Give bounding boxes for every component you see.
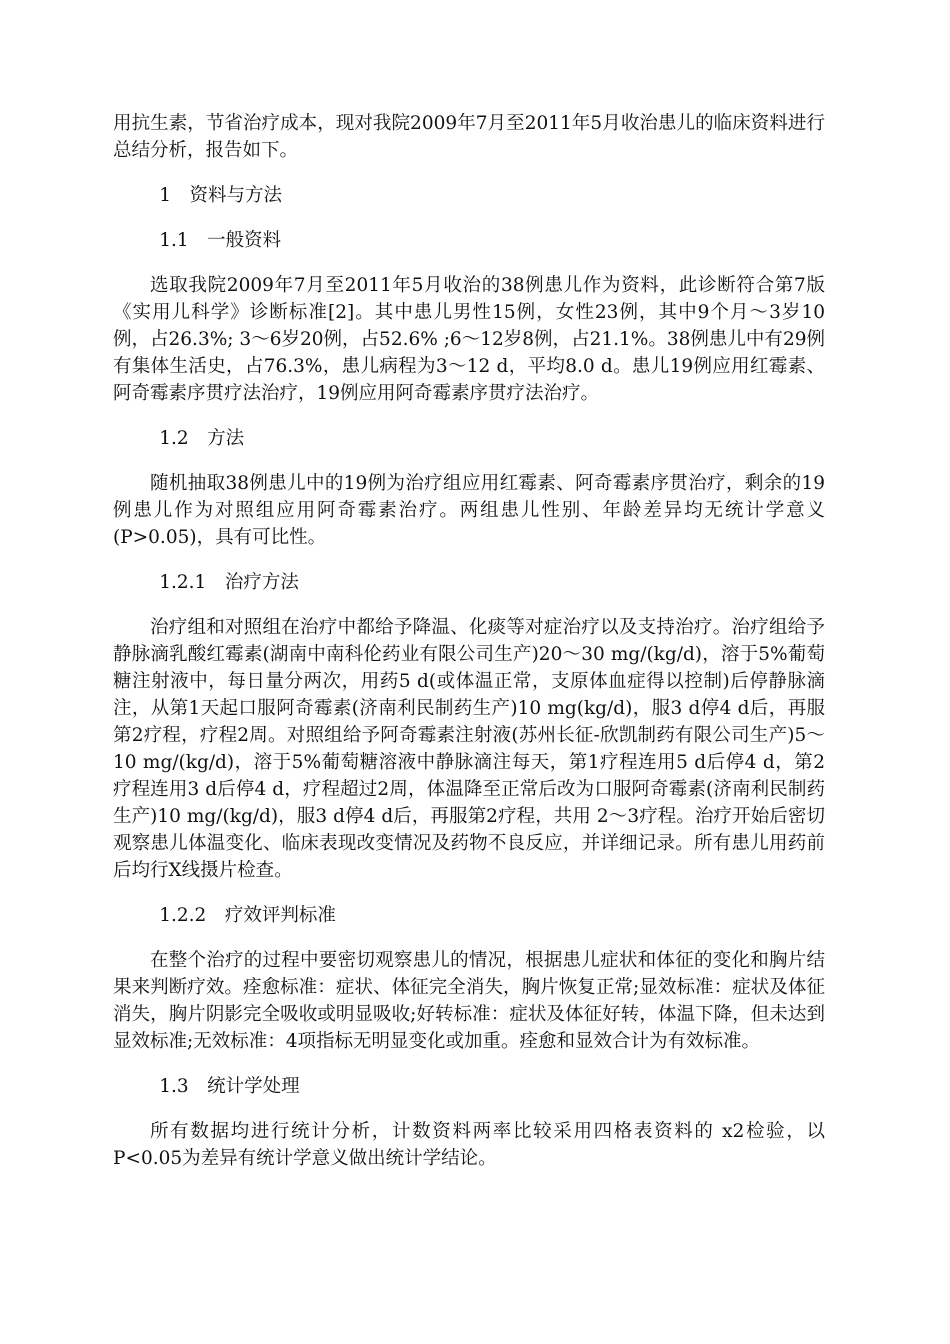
heading-method: 1.2 方法 (159, 428, 245, 449)
method-paragraph: 随机抽取38例患儿中的19例为治疗组应用红霉素、阿奇霉素序贯治疗，剩余的19例患儿作为对照组应用阿奇霉素治疗。两组患儿性别、年龄差异均无统计学意义(P>0.05)，具有可比性。 (113, 473, 825, 548)
heading-efficacy-criteria: 1.2.2 疗效评判标准 (159, 905, 336, 926)
statistics-paragraph: 所有数据均进行统计分析，计数资料两率比较采用四格表资料的 x2检验，以P<0.05为差异有统计学意义做出统计学结论。 (113, 1121, 825, 1169)
general-data-paragraph: 选取我院2009年7月至2011年5月收治的38例患儿作为资料，此诊断符合第7版《实用儿科学》诊断标准[2]。其中患儿男性15例，女性23例，其中9个月～3岁10例，占26.3%; 3～6岁20例，占52.6% ;6～12岁8例，占21.1%。38例患儿中有29例有集体生活史，占76.3%，患儿病程为3～12 d，平均8.0 d。患儿19例应用红霉素、阿奇霉素序贯疗法治疗，19例应用阿奇霉素序贯疗法治疗。 (113, 275, 825, 404)
heading-statistics: 1.3 统计学处理 (159, 1076, 300, 1097)
heading-treatment-method: 1.2.1 治疗方法 (159, 572, 299, 593)
heading-general-data: 1.1 一般资料 (159, 230, 282, 251)
document-page (113, 110, 825, 1172)
heading-materials-methods: 1 资料与方法 (159, 185, 283, 206)
intro-paragraph: 用抗生素，节省治疗成本，现对我院2009年7月至2011年5月收治患儿的临床资料进行总结分析，报告如下。 (113, 113, 825, 161)
criteria-paragraph: 在整个治疗的过程中要密切观察患儿的情况，根据患儿症状和体征的变化和胸片结果来判断疗效。痊愈标准：症状、体征完全消失，胸片恢复正常;显效标准：症状及体征消失，胸片阴影完全吸收或明显吸收;好转标准：症状及体征好转，体温下降，但未达到显效标准;无效标准：4项指标无明显变化或加重。痊愈和显效合计为有效标准。 (113, 950, 825, 1052)
treatment-paragraph: 治疗组和对照组在治疗中都给予降温、化痰等对症治疗以及支持治疗。治疗组给予静脉滴乳酸红霉素(湖南中南科伦药业有限公司生产)20～30 mg/(kg/d)，溶于5%葡萄糖注射液中，每日量分两次，用药5 d(或体温正常，支原体血症得以控制)后停静脉滴注，从第1天起口服阿奇霉素(济南利民制药生产)10 mg(kg/d)，服3 d停4 d后，再服第2疗程，疗程2周。对照组给予阿奇霉素注射液(苏州长征-欣凯制药有限公司生产)5～10 mg/(kg/d)，溶于5%葡萄糖溶液中静脉滴注每天，第1疗程连用5 d后停4 d，第2疗程连用3 d后停4 d，疗程超过2周，体温降至正常后改为口服阿奇霉素(济南利民制药生产)10 mg/(kg/d)，服3 d停4 d后，再服第2疗程，共用 2～3疗程。治疗开始后密切观察患儿体温变化、临床表现改变情况及药物不良反应，并详细记录。所有患儿用药前后均行X线摄片检查。 (113, 617, 825, 881)
